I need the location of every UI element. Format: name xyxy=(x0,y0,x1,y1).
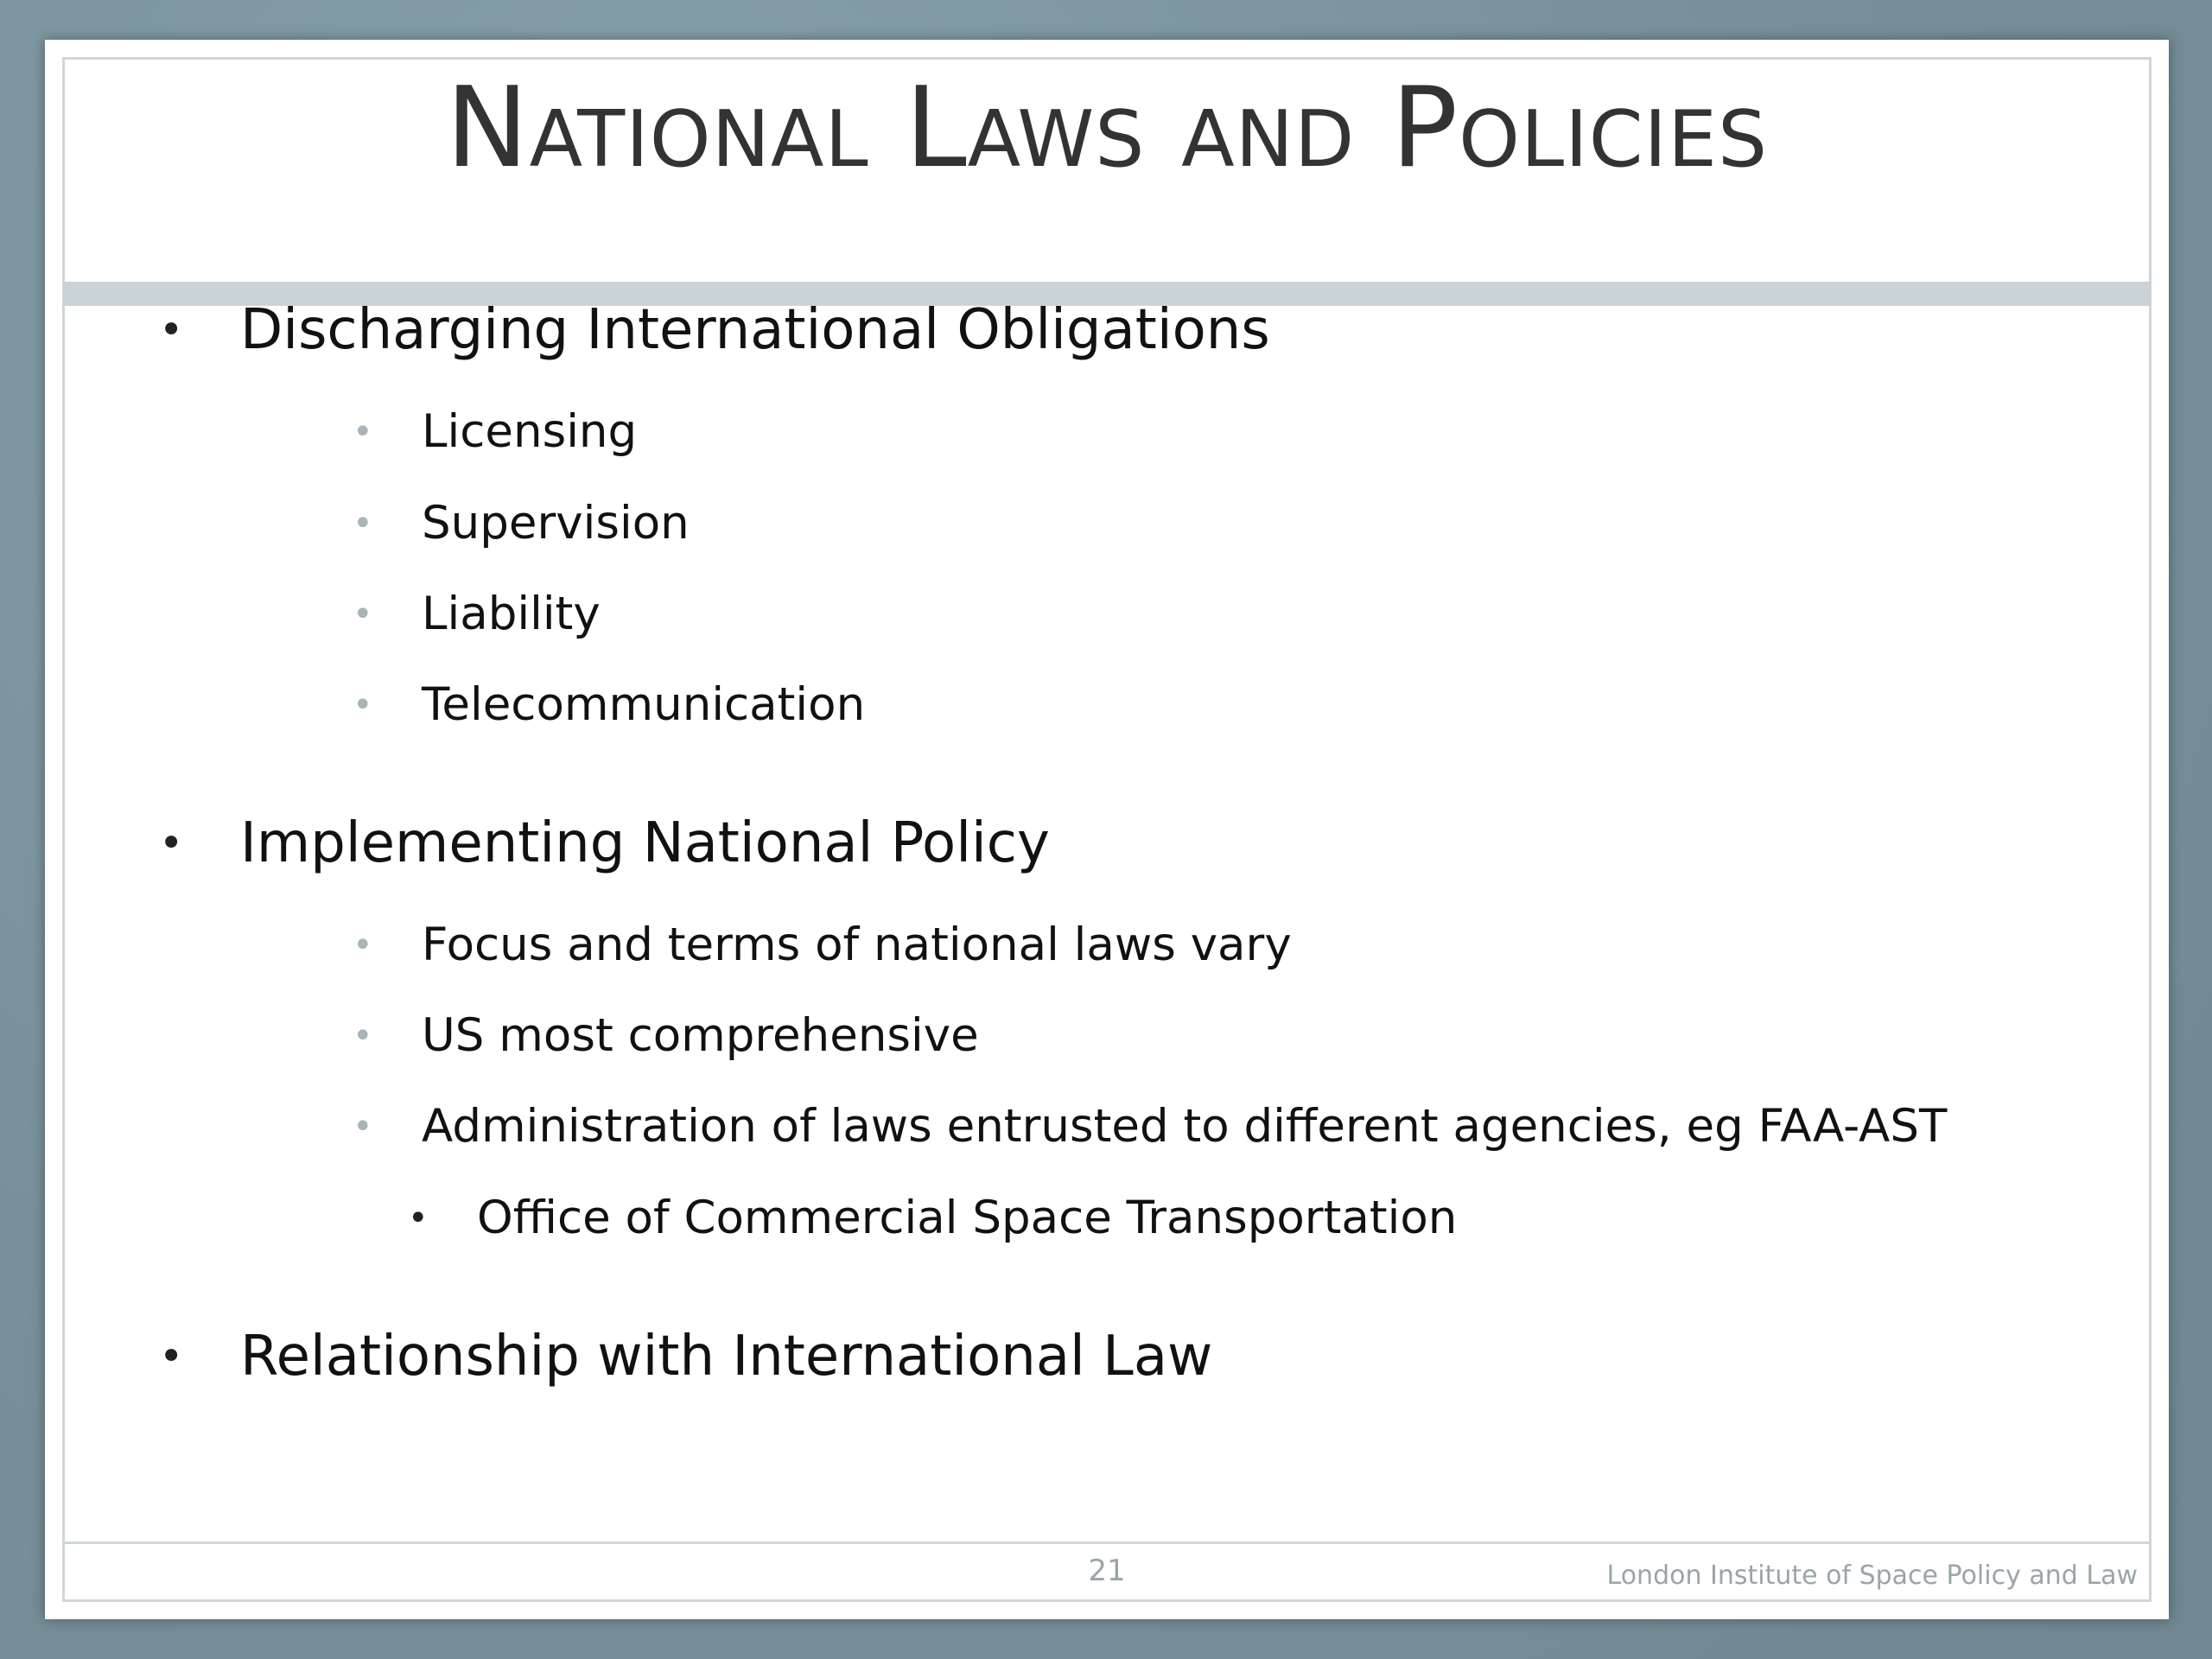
footer-divider xyxy=(62,1541,2152,1544)
sub-bullet-administration xyxy=(353,1100,1948,1153)
bullet-text: Discharging International Obligations xyxy=(240,298,1270,362)
sub-bullet-icon: • xyxy=(353,504,373,543)
sub-bullet-focus-terms xyxy=(353,918,1292,971)
bullet-item-discharging-obligations xyxy=(159,298,1270,362)
sub-sub-bullet-office xyxy=(408,1192,1458,1244)
sub-bullet-us-comprehensive xyxy=(353,1009,979,1062)
sub-bullet-text: US most comprehensive xyxy=(422,1009,979,1062)
bullet-text: Implementing National Policy xyxy=(240,811,1050,875)
slide-content xyxy=(45,40,2169,1619)
sub-bullet-icon: • xyxy=(353,925,373,965)
sub-bullet-text: Licensing xyxy=(422,405,638,458)
bullet-icon: • xyxy=(159,1332,184,1381)
sub-bullet-icon: • xyxy=(353,1107,373,1147)
sub-bullet-text: Supervision xyxy=(422,497,690,550)
slide-number: 21 xyxy=(1088,1554,1126,1588)
bullet-icon: • xyxy=(159,306,184,354)
sub-bullet-text: Focus and terms of national laws vary xyxy=(422,918,1292,971)
sub-bullet-licensing xyxy=(353,405,638,458)
sub-bullet-text: Administration of laws entrusted to different agencies, eg FAA-AST xyxy=(422,1100,1948,1153)
slide-title: National Laws and Policies xyxy=(445,64,1769,193)
slide xyxy=(45,40,2169,1619)
sub-bullet-liability xyxy=(353,588,601,640)
sub-bullet-supervision xyxy=(353,497,690,550)
sub-bullet-text: Liability xyxy=(422,588,601,640)
bullet-text: Relationship with International Law xyxy=(240,1325,1213,1389)
footer-organization: London Institute of Space Policy and Law xyxy=(1606,1560,2138,1591)
sub-bullet-icon: • xyxy=(353,594,373,634)
sub-bullet-text: Telecommunication xyxy=(422,678,866,731)
sub-bullet-icon: • xyxy=(353,412,373,452)
bullet-item-implementing-policy xyxy=(159,811,1050,875)
sub-bullet-icon: • xyxy=(353,1016,373,1056)
bullet-icon: • xyxy=(159,819,184,868)
sub-bullet-icon: • xyxy=(353,685,373,725)
sub-sub-bullet-icon: • xyxy=(408,1198,429,1238)
sub-bullet-telecommunication xyxy=(353,678,866,731)
sub-sub-bullet-text: Office of Commercial Space Transportation xyxy=(477,1192,1458,1244)
bullet-item-relationship-international-law xyxy=(159,1325,1213,1389)
